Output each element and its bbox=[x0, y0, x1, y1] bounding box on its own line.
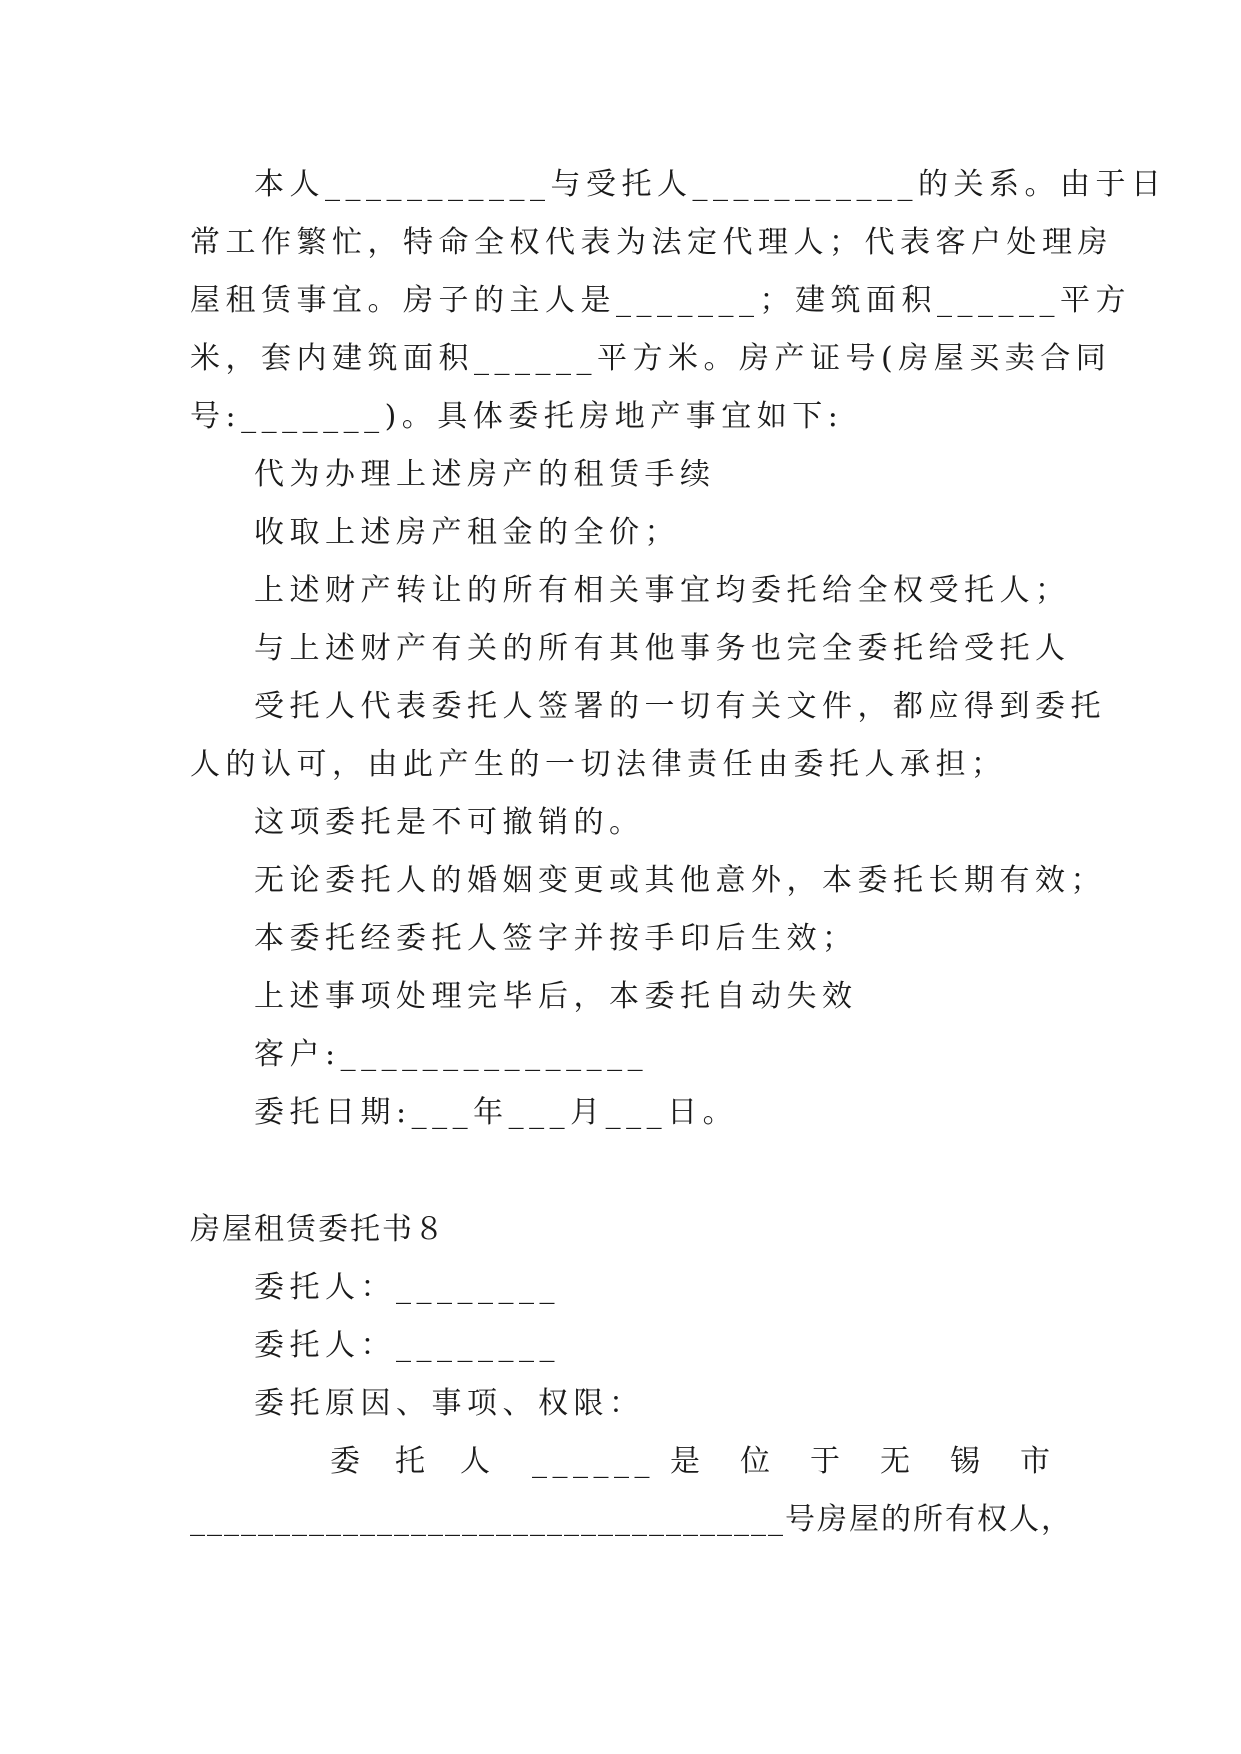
paragraph1-line1: 本人___________与受托人___________的关系。由于日 bbox=[254, 167, 1167, 202]
principal-line: 委托人：________ bbox=[254, 1328, 560, 1363]
text-token: 市 bbox=[1020, 1444, 1056, 1479]
list-item: 代为办理上述房产的租赁手续 bbox=[254, 457, 716, 492]
section-title: 房屋租赁委托书８ bbox=[190, 1212, 446, 1247]
text-token: 于 bbox=[810, 1444, 846, 1479]
list-item: 上述事项处理完毕后，本委托自动失效 bbox=[254, 979, 858, 1014]
principal-line: 委托人：________ bbox=[254, 1270, 560, 1305]
paragraph1-line5: 号:_______)。具体委托房地产事宜如下: bbox=[190, 399, 844, 434]
text-token: 锡 bbox=[950, 1444, 986, 1479]
list-item: 无论委托人的婚姻变更或其他意外，本委托长期有效； bbox=[254, 863, 1106, 898]
last-paragraph-line1 bbox=[190, 1437, 1060, 1487]
list-item: 上述财产转让的所有相关事宜均委托给全权受托人； bbox=[254, 573, 1071, 608]
text-token: 人 bbox=[460, 1444, 496, 1479]
paragraph2-line2: 人的认可，由此产生的一切法律责任由委托人承担； bbox=[190, 747, 1007, 782]
paragraph1-line4: 米，套内建筑面积______平方米。房产证号(房屋买卖合同 bbox=[190, 341, 1112, 376]
paragraph1-line3: 屋租赁事宜。房子的主人是_______；建筑面积______平方 bbox=[190, 283, 1131, 318]
text-token: 委 bbox=[330, 1444, 366, 1479]
text-token: 无 bbox=[880, 1444, 916, 1479]
entrust-date-line: 委托日期:___年___月___日。 bbox=[254, 1095, 739, 1130]
client-signature-line: 客户:_______________ bbox=[254, 1037, 649, 1072]
entrust-reason-line: 委托原因、事项、权限： bbox=[254, 1386, 645, 1421]
text-token: 是 bbox=[670, 1444, 706, 1479]
paragraph2-line1: 受托人代表委托人签署的一切有关文件，都应得到委托 bbox=[254, 689, 1106, 724]
last-paragraph-line2: ___________________________________号房屋的所有权人， bbox=[190, 1502, 1073, 1537]
list-item: 这项委托是不可撤销的。 bbox=[254, 805, 645, 840]
text-token: 位 bbox=[740, 1444, 776, 1479]
paragraph1-line2: 常工作繁忙，特命全权代表为法定代理人；代表客户处理房 bbox=[190, 225, 1113, 260]
blank-field: ______ bbox=[532, 1444, 655, 1479]
list-item: 本委托经委托人签字并按手印后生效； bbox=[254, 921, 858, 956]
text-token: 托 bbox=[395, 1444, 431, 1479]
list-item: 与上述财产有关的所有其他事务也完全委托给受托人 bbox=[254, 631, 1071, 666]
list-item: 收取上述房产租金的全价； bbox=[254, 515, 680, 550]
